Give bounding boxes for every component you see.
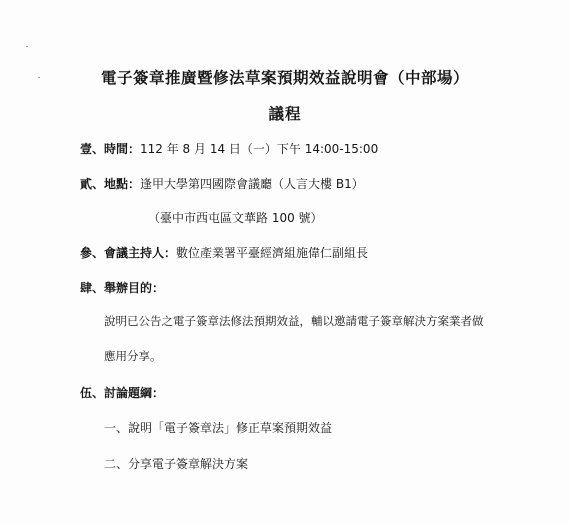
scan-speck [26,46,28,47]
purpose-line-2: 應用分享。 [104,349,162,363]
section-time [80,140,378,157]
time-value: 112 年 8 月 14 日（一）下午 14:00-15:00 [140,142,379,156]
document-title: 電子簽章推廣暨修法草案預期效益說明會（中部場） [100,69,469,87]
place-value: 逢甲大學第四國際會議廳（人言大樓 B1） [140,177,364,191]
outline-item-1: 一、說明「電子簽章法」修正草案預期效益 [104,421,333,435]
purpose-line-1: 說明已公告之電子簽章法修法預期效益，輔以邀請電子簽章解決方案業者做 [104,314,484,328]
time-label: 壹、時間： [80,142,141,156]
place-address: （臺中市西屯區文華路 100 號） [148,211,323,225]
section-purpose [80,279,164,296]
document-subtitle: 議程 [268,105,302,123]
section-host [80,244,368,261]
outline-item-2: 二、分享電子簽章解決方案 [104,457,249,471]
place-label: 貳、地點： [80,177,141,191]
section-place [80,175,364,192]
host-value: 數位產業署平臺經濟組施偉仁副組長 [176,246,369,260]
section-outline [80,384,164,401]
outline-label: 伍、討論題綱： [80,386,165,400]
purpose-label: 肆、舉辦目的： [80,281,165,295]
host-label: 參、會議主持人： [80,246,177,260]
